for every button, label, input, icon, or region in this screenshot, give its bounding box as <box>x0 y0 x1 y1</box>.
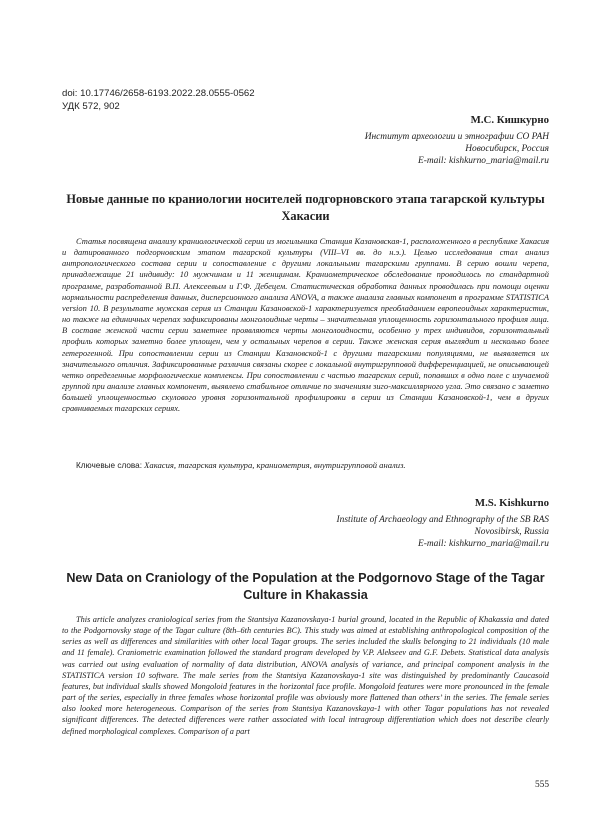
doi: doi: 10.17746/2658-6193.2022.28.0555-0562 <box>62 88 255 99</box>
abstract-en: This article analyzes craniological series from the Stantsiya Kazanovskaya-1 burial ground, located in the Republic of Khakassia and dated to the Podgornovsky stage of the Tagar culture (8th–6th centuries BC). This study was aimed at establishing anthropological composition of the series as well as differences and similarities with other local Tagar groups. The series included the skulls belonging to 21 individuals (10 male and 11 female). Craniometric examination followed the standard program developed by V.P. Alekseev and G.F. Debets. Statistical data analysis was carried out using evaluation of normality of data distribution, ANOVA analysis of variance, and principal component analysis in the STATISTICA version 10 software. The male series from the Stantsiya Kazanovskaya-1 site was distinguished by predominantly Caucasoid features, but individual skulls showed Mongoloid features in the horizontal face profile. Mongoloid features were more pronounced in the female part of the series, especially in three females whose horizontal profile was obviously more flattened than others’ in the series. The female series also looked more heterogeneous. Comparison of the series from Stantsiya Kazanovskaya-1 with other Tagar populations has not revealed significant differences. The detected differences were rather associated with local intragroup differentiation which does not describe clearly defined morphological complexes. Comparison of a part <box>62 615 549 736</box>
affiliation-ru-institute: Институт археологии и этнографии СО РАН <box>364 132 549 142</box>
affiliation-en-city: Novosibirsk, Russia <box>474 526 549 537</box>
affiliation-ru-email: E-mail: kishkurno_maria@mail.ru <box>417 155 549 166</box>
title-ru: Новые данные по краниологии носителей подгорновского этапа тагарской культуры Хакасии <box>66 192 545 223</box>
affiliation-ru-city: Новосибирск, Россия <box>465 143 549 154</box>
article-meta <box>62 88 255 113</box>
affiliation-en-institute: Institute of Archaeology and Ethnography of the SB RAS <box>336 515 549 525</box>
abstract-ru: Статья посвящена анализу краниологической серии из могильника Станция Казановская-1, расположенного в республике Хакасия и датированного подгорновским этапом тагарской культуры (VIII–VI вв. до н.э.). Целью исследования стал анализ антропологического состава серии и сопоставление с другими локальными тагарскими группами. В серию вошли черепа, принадлежащие 21 индивиду: 10 мужчинам и 11 женщинам. Краниометрическое обследование проводилось по стандартной программе, разработанной В.П. Алексеевым и Г.Ф. Дебецем. Статистическая обработка данных проводилась при помощи оценки нормальности распределения данных, дисперсионного анализа ANOVA, а также анализа главных компонент в программе STATISTICA version 10. В результате мужская серия из Станции Казановской-1 характеризуется преобладанием европеоидных характеристик, но также на единичных черепах зафиксированы монголоидные черты – значительная уплощенность горизонтального профиля лица. В составе женской части серии заметнее проявляются черты монголоидности, особенно у трех индивидов, горизонтальный профиль которых заметно более уплощен, чем у остальных черепов в серии. Также женская серия выглядит и несколько более гетерогенной. При сопоставлении серии из Станции Казановской-1 с другими тагарскими популяциями, не выявляется их значительного отличия. Зафиксированные различия связаны скорее с локальной внутригрупповой дифференциацией, не описывающей четко определенные морфологические комплексы. При сопоставлении с частью тагарских серий, попавших в одно поле с изучаемой группой при анализе главных компонент, выявлено стабильное отличие по значениям зиго-максиллярного угла. Это связано с заметно большей уплощенностью скулового уровня горизонтальной профилировки в серии из Станции Казановской-1, чем в других сравниваемых тагарских сериях. <box>62 236 549 414</box>
keywords-ru <box>76 460 549 471</box>
affiliation-en <box>337 515 549 550</box>
affiliation-ru <box>365 132 549 167</box>
page-number: 555 <box>534 780 549 790</box>
author-ru: М.С. Кишкурно <box>470 114 549 126</box>
author-en: M.S. Kishkurno <box>474 497 549 509</box>
title-en: New Data on Craniology of the Population at the Podgornovo Stage of the Tagar Culture in Khakassia <box>66 571 545 602</box>
udk: УДК 572, 902 <box>62 100 120 112</box>
keywords-ru-text: Хакасия, тагарская культура, краниометрия, внутригрупповой анализ. <box>144 460 406 470</box>
affiliation-en-email: E-mail: kishkurno_maria@mail.ru <box>417 538 549 549</box>
keywords-ru-label: Ключевые слова: <box>76 461 142 470</box>
